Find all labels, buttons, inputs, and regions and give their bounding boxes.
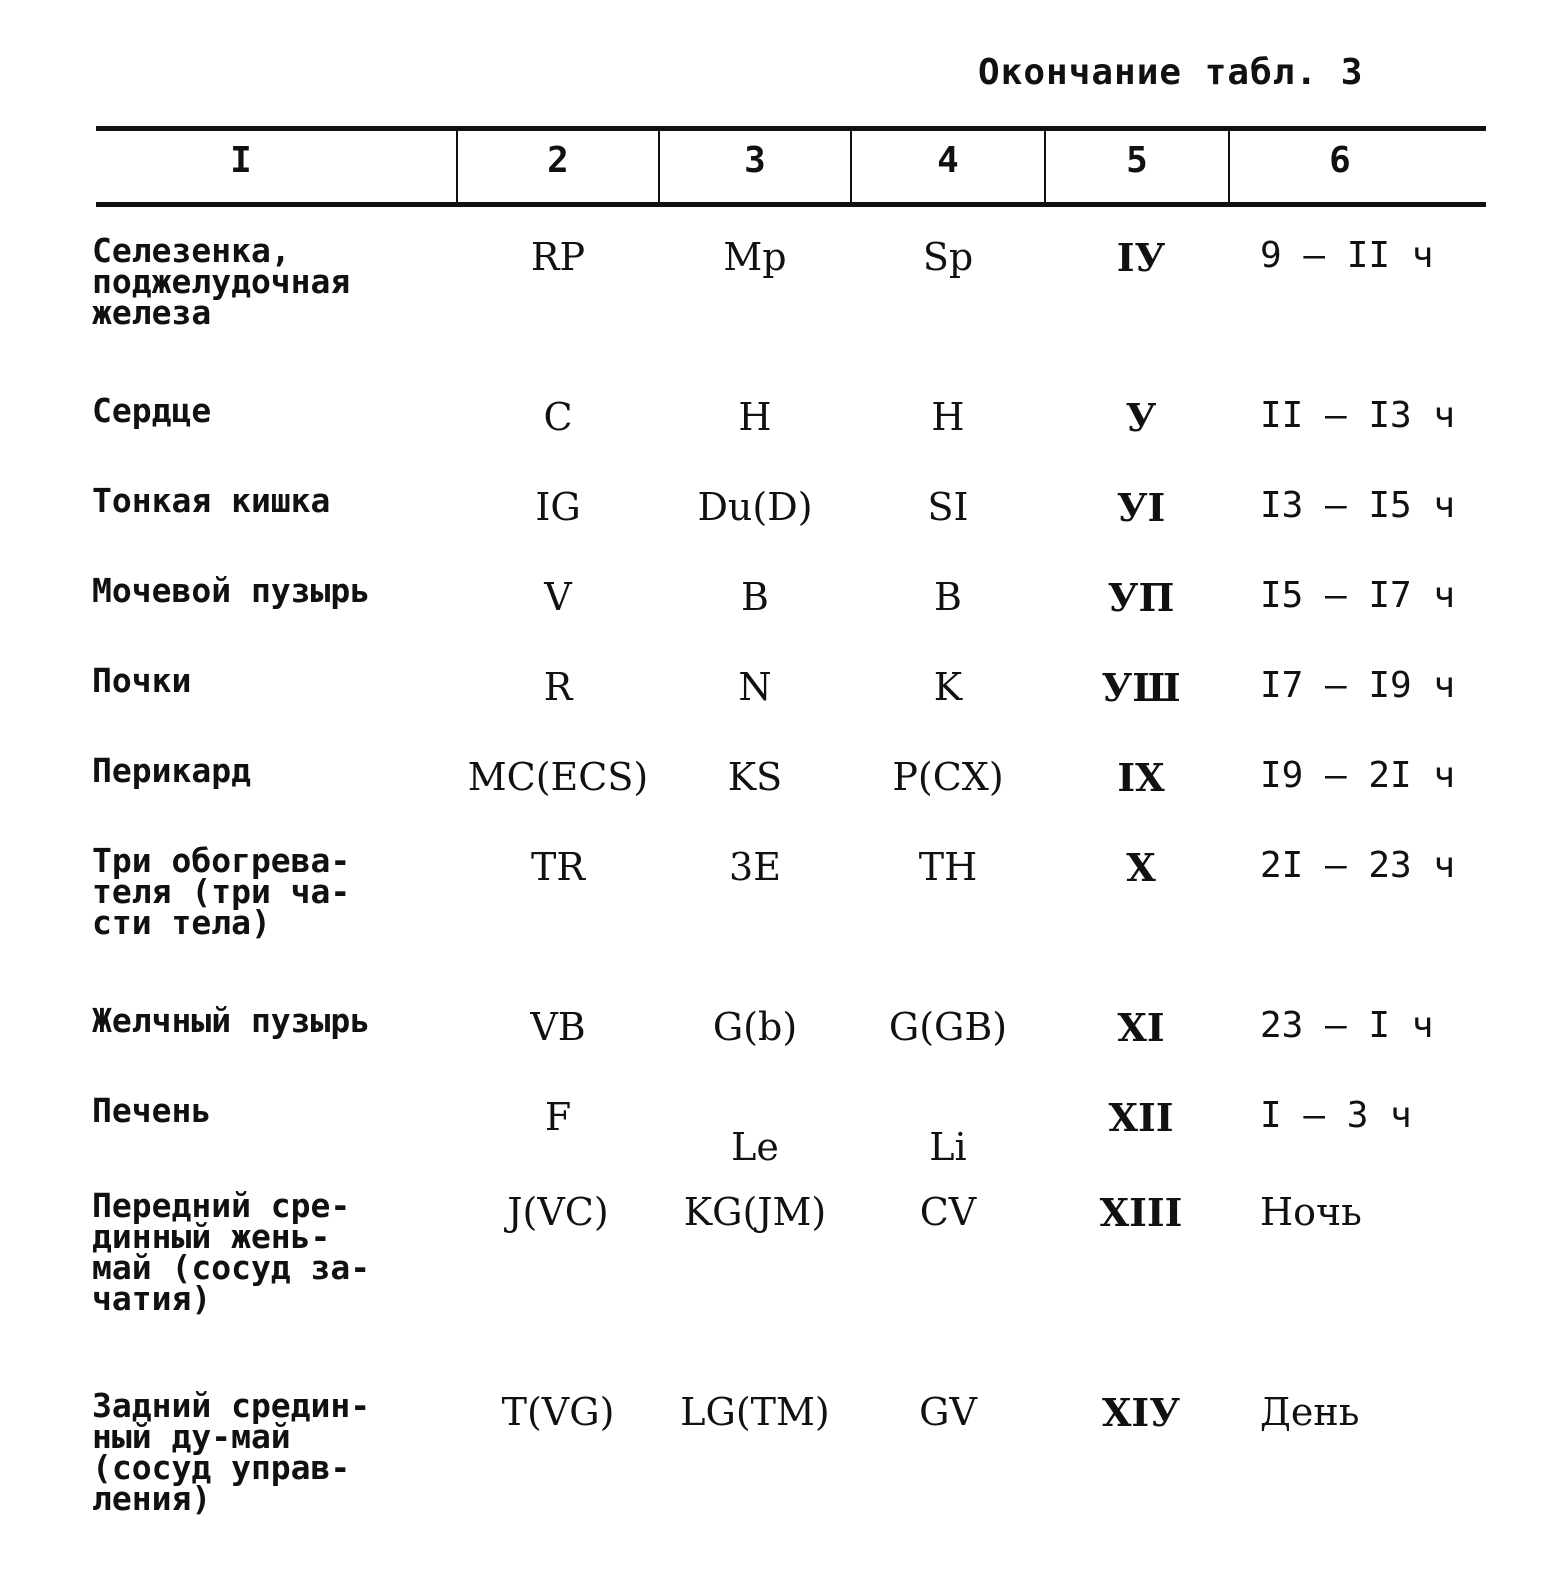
code-col-2: T(VG) <box>501 1390 615 1434</box>
meridian-number: XI <box>1117 1005 1165 1050</box>
code-col-4: G(GB) <box>888 1005 1008 1049</box>
organ-name: Три обогрева- теля (три ча- сти тела) <box>92 841 351 942</box>
code-col-2: TR <box>531 845 585 889</box>
time-period: II – I3 ч <box>1260 395 1456 436</box>
code-col-3: Le <box>731 1125 779 1169</box>
code-col-3: KG(JM) <box>683 1190 827 1234</box>
meridian-number: УП <box>1107 575 1175 620</box>
meridian-number: IУ <box>1116 235 1166 280</box>
organ-name: Селезенка, поджелудочная железа <box>92 231 351 332</box>
code-col-2: J(VC) <box>507 1190 609 1234</box>
code-col-3: B <box>741 575 769 619</box>
meridian-number: У <box>1125 395 1157 440</box>
code-col-4: GV <box>919 1390 977 1434</box>
code-col-3: KS <box>727 755 783 799</box>
organ-name: Печень <box>92 1091 212 1130</box>
organ-name: Сердце <box>92 391 212 430</box>
header-col-2: 2 <box>547 140 569 181</box>
code-col-4: Sp <box>922 235 974 279</box>
time-period: 2I – 23 ч <box>1260 845 1456 886</box>
time-period: 9 – II ч <box>1260 235 1434 276</box>
time-period: I5 – I7 ч <box>1260 575 1456 616</box>
meridian-number: IX <box>1117 755 1165 800</box>
organ-name: Перикард <box>92 751 251 790</box>
meridian-number: УШ <box>1101 665 1181 710</box>
time-period: I9 – 2I ч <box>1260 755 1456 796</box>
code-col-2: C <box>543 395 573 439</box>
code-col-4: P(CX) <box>892 755 1004 799</box>
code-col-2: F <box>544 1095 572 1139</box>
code-col-4: B <box>934 575 962 619</box>
time-period: 23 – I ч <box>1260 1005 1434 1046</box>
header-col-5: 5 <box>1126 140 1148 181</box>
meridian-number: XIII <box>1099 1190 1183 1235</box>
code-col-4: TH <box>918 845 978 889</box>
header-col-4: 4 <box>937 140 959 181</box>
organ-name: Желчный пузырь <box>92 1001 371 1040</box>
time-period: I3 – I5 ч <box>1260 485 1456 526</box>
organ-name: Передний сре- динный жень- май (сосуд за- чатия) <box>92 1186 371 1318</box>
code-col-4: CV <box>919 1190 977 1234</box>
code-col-2: RP <box>530 235 586 279</box>
time-period: Ночь <box>1260 1190 1362 1234</box>
meridian-number: XII <box>1108 1095 1174 1140</box>
header-col-1: I <box>230 140 252 181</box>
code-col-2: V <box>544 575 572 619</box>
code-col-3: H <box>738 395 772 439</box>
meridian-number: УI <box>1116 485 1166 530</box>
meridian-number: X <box>1126 845 1156 890</box>
header-col-3: 3 <box>744 140 766 181</box>
time-period: I7 – I9 ч <box>1260 665 1456 706</box>
code-col-3: G(b) <box>712 1005 798 1049</box>
code-col-4: SI <box>927 485 969 529</box>
code-col-3: Du(D) <box>697 485 813 529</box>
code-col-3: Mp <box>723 235 787 279</box>
code-col-2: MC(ECS) <box>467 755 649 799</box>
meridian-number: XIУ <box>1101 1390 1181 1435</box>
code-col-4: Li <box>929 1125 967 1169</box>
code-col-2: R <box>543 665 573 709</box>
code-col-3: 3E <box>729 845 781 889</box>
header-bottom-rule <box>96 202 1486 207</box>
header-top-rule <box>96 126 1486 131</box>
code-col-3: N <box>738 665 772 709</box>
code-col-4: K <box>933 665 963 709</box>
organ-name: Почки <box>92 661 192 700</box>
code-col-4: H <box>931 395 965 439</box>
code-col-3: LG(TM) <box>680 1390 830 1434</box>
organ-name: Мочевой пузырь <box>92 571 371 610</box>
organ-name: Задний средин- ный ду-май (сосуд управ- ления) <box>92 1386 371 1518</box>
header-col-6: 6 <box>1329 140 1351 181</box>
code-col-2: IG <box>535 485 581 529</box>
time-period: День <box>1260 1390 1360 1434</box>
time-period: I – 3 ч <box>1260 1095 1412 1136</box>
code-col-2: VB <box>530 1005 586 1049</box>
table-caption: Окончание табл. 3 <box>978 52 1364 93</box>
organ-name: Тонкая кишка <box>92 481 331 520</box>
